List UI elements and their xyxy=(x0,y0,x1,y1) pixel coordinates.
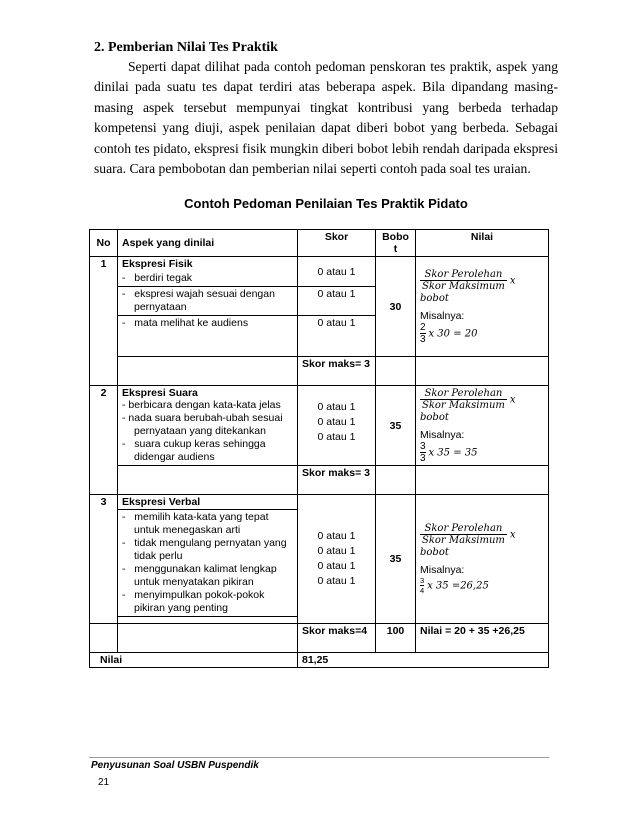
final-label: Nilai xyxy=(90,653,298,668)
page-number: 21 xyxy=(98,777,110,788)
group-title: Ekspresi Verbal xyxy=(118,495,298,510)
list-item: - ekspresi wajah sesuai dengan pernyataan xyxy=(118,287,298,316)
total-nilai: Nilai = 20 + 35 +26,25 xyxy=(416,624,549,653)
nilai-cell: $\frac{\text{Skor Perolehan}}{\text{Skor Maksimum}}$ x bobot Misalnya: $\frac{3}{4}$ x 35 =26,25 xyxy=(416,495,549,624)
skor-maks: Skor maks= 3 xyxy=(298,357,376,386)
table-row xyxy=(90,257,549,272)
table-row xyxy=(90,386,549,466)
score-cell: 0 atau 1 xyxy=(298,287,376,316)
empty-cell xyxy=(416,466,549,495)
rubric-table xyxy=(89,229,549,668)
example-calc: $\frac{2}{3}$ x 30 = 20 xyxy=(420,321,478,345)
score-cell-group: 0 atau 1 0 atau 1 0 atau 1 xyxy=(298,386,376,466)
footer-text: Penyusunan Soal USBN Puspendik xyxy=(91,760,259,771)
score-cell-group: 0 atau 1 0 atau 1 0 atau 1 0 atau 1 xyxy=(298,495,376,624)
formula-fraction: $\frac{\text{Skor Perolehan}}{\text{Skor Maksimum}}$ xyxy=(422,268,505,292)
nilai-cell: $\frac{\text{Skor Perolehan}}{\text{Skor Maksimum}}$ x bobot Misalnya: $\frac{3}{3}$ x 35 = 35 xyxy=(416,386,549,466)
table-row xyxy=(90,495,549,510)
footer-divider xyxy=(89,757,549,758)
bobot-cell: 35 xyxy=(376,495,416,624)
group-title: Ekspresi Fisik xyxy=(118,257,298,272)
skor-maks: Skor maks=4 xyxy=(298,624,376,653)
header-aspek: Aspek yang dinilai xyxy=(118,230,298,257)
empty-cell xyxy=(416,357,549,386)
header-bobot: Bobo t xyxy=(376,230,416,257)
list-item: - berdiri tegak xyxy=(118,271,298,287)
group-no: 1 xyxy=(90,257,118,386)
header-skor: Skor xyxy=(298,230,376,257)
example-label: Misalnya: xyxy=(420,309,465,322)
group-no: 3 xyxy=(90,495,118,624)
table-title: Contoh Pedoman Penilaian Tes Praktik Pidato xyxy=(184,196,468,211)
empty-cell xyxy=(376,466,416,495)
bobot-cell: 30 xyxy=(376,257,416,357)
table-header-row xyxy=(90,230,549,257)
empty-cell xyxy=(118,624,298,653)
score-cell: 0 atau 1 xyxy=(298,257,376,287)
header-no: No xyxy=(90,230,118,257)
group-no: 2 xyxy=(90,386,118,495)
final-value: 81,25 xyxy=(298,653,549,668)
empty-cell xyxy=(118,357,298,386)
total-bobot: 100 xyxy=(376,624,416,653)
section-paragraph: Seperti dapat dilihat pada contoh pedoman penskoran tes praktik, aspek yang dinilai pada suatu tes dapat terdiri atas beberapa aspek. Bila dipandang masing-masing aspek tersebut mempunyai tingkat kontribusi yang berbeda terhadap kompetensi yang diuji, aspek penilaian dapat diberi bobot yang berbeda. Sebagai contoh tes pidato, ekspresi fisik mungkin diberi bobot lebih rendah daripada ekspresi suara. Cara pembobotan dan pemberian nilai seperti contoh pada soal tes uraian. xyxy=(94,59,558,177)
section-heading: 2. Pemberian Nilai Tes Praktik xyxy=(94,40,278,55)
group-items: Ekspresi Suara - berbicara dengan kata-kata jelas - nada suara berubah-ubah sesuai pernyataan yang ditekankan - suara cukup keras sehingga didengar audiens xyxy=(118,386,298,466)
header-nilai: Nilai xyxy=(416,230,549,257)
empty-cell xyxy=(90,624,118,653)
score-cell: 0 atau 1 xyxy=(298,316,376,357)
nilai-cell: $\frac{\text{Skor Perolehan}}{\text{Skor Maksimum}}$ x bobot Misalnya: $\frac{2}{3}$ x 30 = 20 xyxy=(416,257,549,357)
empty-cell xyxy=(118,466,298,495)
bobot-cell: 35 xyxy=(376,386,416,466)
table-row xyxy=(90,624,549,653)
final-row xyxy=(90,653,549,668)
empty-cell xyxy=(376,357,416,386)
group-items: - memilih kata-kata yang tepat untuk menegaskan arti - tidak mengulang pernyatan yang tidak perlu - menggunakan kalimat lengkap untuk menyatakan pikiran - menyimpulkan pokok-pokok pikiran yang penting xyxy=(118,510,298,617)
list-item: - mata melihat ke audiens xyxy=(118,316,298,357)
table-row xyxy=(90,357,549,386)
empty-cell xyxy=(118,617,298,624)
table-row xyxy=(90,466,549,495)
skor-maks: Skor maks= 3 xyxy=(298,466,376,495)
